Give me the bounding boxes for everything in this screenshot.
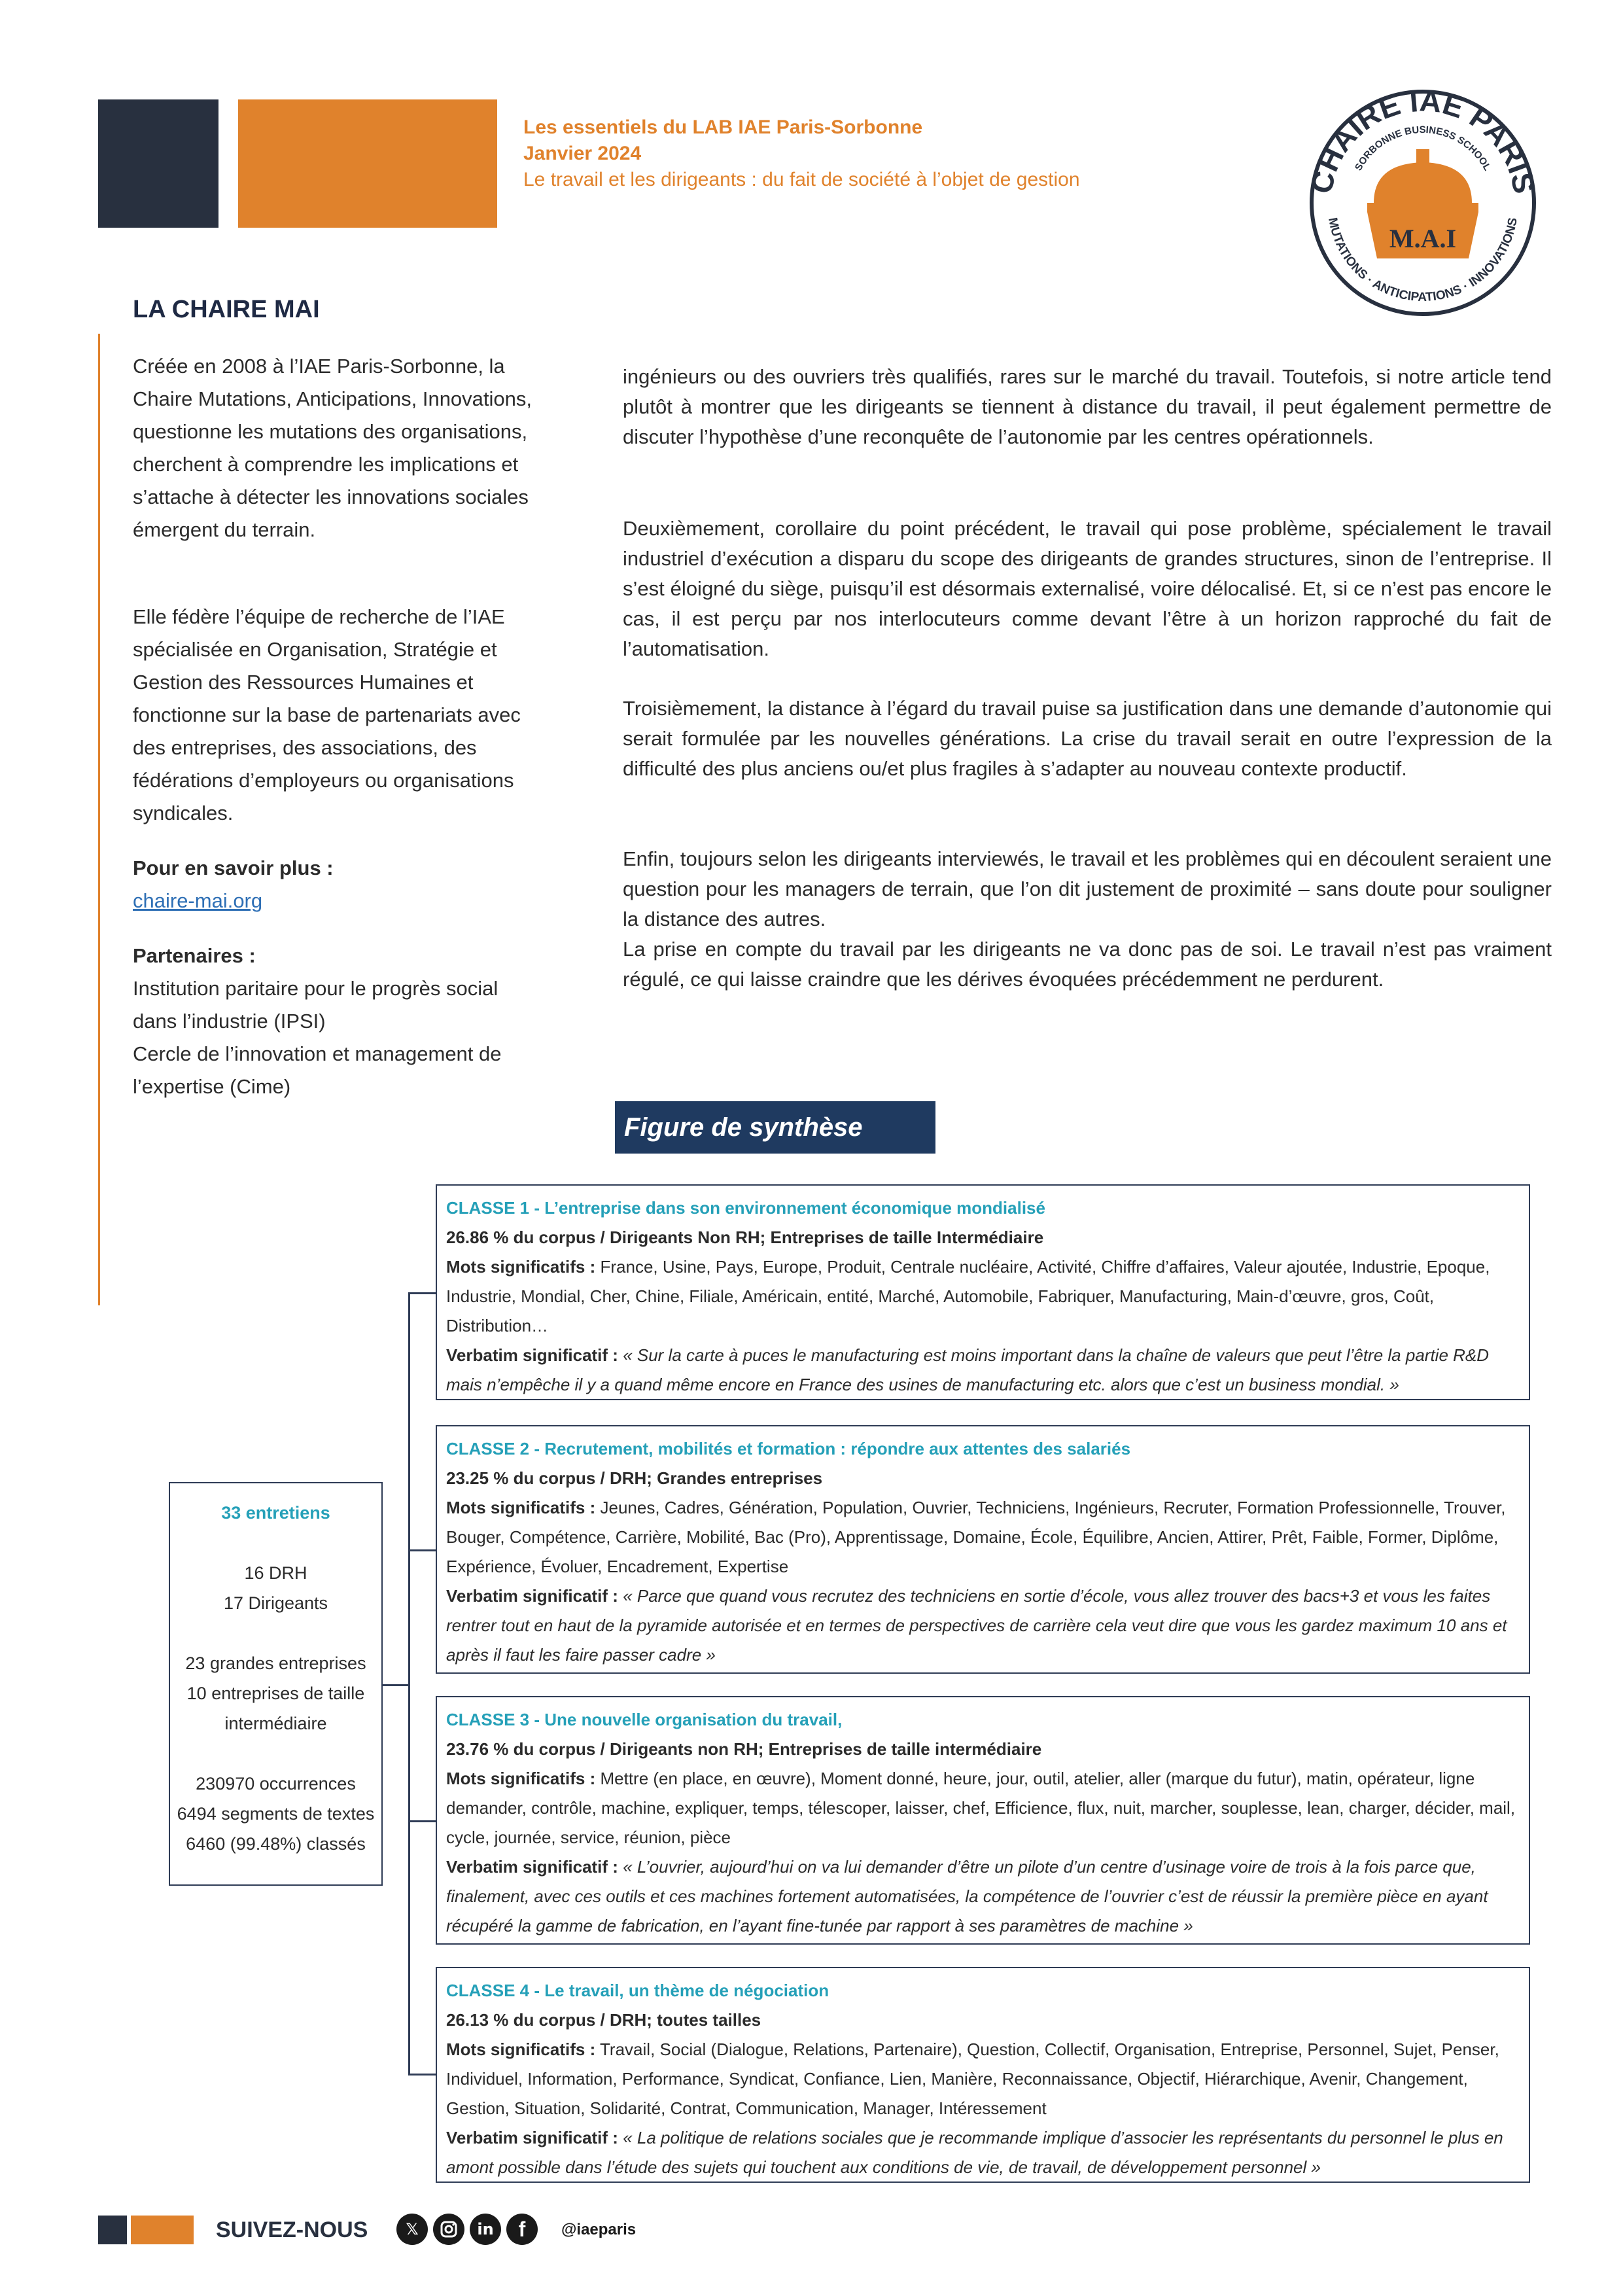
logo-arc-sub: SORBONNE BUSINESS SCHOOL: [1352, 124, 1493, 173]
summary-grandes: 23 grandes entreprises: [185, 1653, 366, 1673]
header-block-orange: [238, 99, 497, 228]
verbatim-label: Verbatim significatif :: [446, 1345, 618, 1365]
class-title: CLASSE 4 - Le travail, un thème de négociation: [446, 1981, 829, 2000]
class-box-4: [436, 1967, 1530, 2183]
class-title: CLASSE 2 - Recrutement, mobilités et formation : répondre aux attentes des salariés: [446, 1439, 1131, 1458]
sidebar-paragraph-2: Elle fédère l’équipe de recherche de l’IAE spécialisée en Organisation, Stratégie et Gestion des Ressources Humaines et fonctionne sur la base de partenariats avec des entreprises, des associations, des fédérations d’employeurs ou organisations syndicales.: [133, 605, 521, 824]
verbatim-text: « Sur la carte à puces le manufacturing est moins important dans la chaîne de valeurs que peut l’être la partie R&D mais n’empêche il y a quand même encore en France des usines de manufacturing etc. alors que c’est un business mondial. »: [446, 1345, 1490, 1394]
summary-title: 33 entretiens: [221, 1503, 330, 1523]
class-share: 23.25 % du corpus / DRH; Grandes entreprises: [446, 1468, 823, 1488]
class-title: CLASSE 1 - L’entreprise dans son environnement économique mondialisé: [446, 1198, 1045, 1218]
class-box-2: [436, 1425, 1530, 1674]
summary-dirigeants: 17 Dirigeants: [223, 1593, 328, 1613]
header-series: Les essentiels du LAB IAE Paris-Sorbonne: [523, 116, 923, 138]
chaire-mai-link[interactable]: chaire-mai.org: [133, 889, 263, 912]
main-paragraph-1: ingénieurs ou des ouvriers très qualifiés, rares sur le marché du travail. Toutefois, si notre article tend plutôt à montrer que les dirigeants se tiennent à distance du travail, il peut également permettre de discuter l’hypothèse d’une reconquête de l’autonomie par les centres opérationnels.: [623, 365, 1552, 448]
class-verbatim: [446, 1852, 1520, 1941]
keywords-label: Mots significatifs :: [446, 1498, 596, 1517]
verbatim-label: Verbatim significatif :: [446, 1586, 618, 1606]
keywords-text: France, Usine, Pays, Europe, Produit, Centrale nucléaire, Activité, Chiffre d’affaires, Valeur ajoutée, Industrie, Epoque, Industrie, Mondial, Cher, Chine, Filiale, Américain, entité, Marché, Automobile, Fabriquer, Manufacturing, Main-d’œuvre, gros, Coût, Distribution…: [446, 1257, 1490, 1335]
keywords-text: Travail, Social (Dialogue, Relations, Partenaire), Question, Collectif, Organisation, Entreprise, Personnel, Sujet, Penser, Individuel, Information, Performance, Syndicat, Confiance, Lien, Manière, Reconnaissance, Objectif, Hiérarchique, Avenir, Changement, Gestion, Situation, Solidarité, Contrat, Communication, Manager, Intéressement: [446, 2040, 1499, 2118]
class-title: CLASSE 3 - Une nouvelle organisation du travail,: [446, 1710, 843, 1729]
logo-arc-top: CHAIRE IAE PARIS: [1304, 83, 1542, 197]
class-box-1: [436, 1184, 1530, 1400]
logo-arc-bottom: MUTATIONS · ANTICIPATIONS · INNOVATIONS: [1325, 216, 1520, 305]
class-verbatim: [446, 1341, 1520, 1400]
verbatim-text: « L’ouvrier, aujourd’hui on va lui demander d’être un pilote d’un centre d’usinage voire de trois à la fois parce que, finalement, avec ces outils et ces machines fortement automatisées, la compétence de l’ouvrier c’est de réussir la première pièce en ayant récupéré la gamme de fabrication, en l’ayant fine-tunée par rapport à ses paramètres de machine »: [446, 1857, 1488, 1935]
main-paragraph-4: Enfin, toujours selon les dirigeants interviewés, le travail et les problèmes qui en découlent seraient une question pour les managers de terrain, que l’on dit justement de proximité – sans doute pour souligner la distance des autres.: [623, 847, 1552, 930]
social-handle: @iaeparis: [561, 2221, 637, 2238]
class-box-3: [436, 1696, 1530, 1945]
sidebar-content: [133, 601, 532, 1103]
facebook-icon[interactable]: f: [506, 2214, 538, 2245]
class-verbatim: [446, 1581, 1520, 1670]
summary-box: [169, 1482, 383, 1886]
sidebar-rule: [98, 334, 100, 1305]
class-keywords: [446, 1252, 1520, 1341]
connector-from-summary: [383, 1684, 409, 1686]
keywords-label: Mots significatifs :: [446, 2040, 596, 2059]
class-share: 26.13 % du corpus / DRH; toutes tailles: [446, 2010, 761, 2030]
verbatim-text: « La politique de relations sociales que je recommande implique d’associer les représentants du personnel le plus en amont possible dans l’étude des sujets qui touchent aux conditions de vie, de travail, de développement personnel »: [446, 2128, 1503, 2177]
footer-block-dark: [98, 2216, 127, 2244]
main-paragraph-2: Deuxièmement, corollaire du point précédent, le travail qui pose problème, spécialement le travail industriel d’exécution a disparu du scope des dirigeants de grandes structures, sinon de l’entreprise. Il s’est éloigné du siège, puisqu’il est désormais externalisé, voire délocalisé. Et, si ce n’est pas encore le cas, il est perçu par nos interlocuteurs comme devant l’être à un horizon rapproché du fait de l’automatisation.: [623, 517, 1552, 660]
header-block-dark: [98, 99, 218, 228]
connector-class-3: [408, 1820, 436, 1822]
chaire-mai-logo: [1302, 72, 1544, 334]
summary-drh: 16 DRH: [244, 1563, 307, 1583]
keywords-label: Mots significatifs :: [446, 1257, 596, 1277]
partners-label: Partenaires :: [133, 944, 256, 967]
class-share: 26.86 % du corpus / Dirigeants Non RH; Entreprises de taille Intermédiaire: [446, 1227, 1044, 1247]
summary-classes: 6460 (99.48%) classés: [186, 1834, 366, 1854]
verbatim-label: Verbatim significatif :: [446, 1857, 618, 1877]
connector-class-2: [408, 1549, 436, 1551]
sidebar-paragraph-1: Créée en 2008 à l’IAE Paris-Sorbonne, la Chaire Mutations, Anticipations, Innovations, questionne les mutations des organisations, cherchent à comprendre les implications et s’attache à détecter les innovations sociales émergent du terrain.: [133, 355, 532, 541]
verbatim-label: Verbatim significatif :: [446, 2128, 618, 2147]
header-date: Janvier 2024: [523, 143, 642, 164]
more-label: Pour en savoir plus :: [133, 857, 334, 879]
follow-us-label: SUIVEZ-NOUS: [216, 2217, 368, 2242]
class-keywords: [446, 1493, 1520, 1581]
partner-cime: Cercle de l’innovation et management de l’expertise (Cime): [133, 1042, 502, 1098]
keywords-label: Mots significatifs :: [446, 1769, 596, 1788]
class-keywords: [446, 1764, 1520, 1852]
keywords-text: Mettre (en place, en œuvre), Moment donné, heure, jour, outil, atelier, aller (marque du futur), matin, opérateur, ligne demander, contrôle, machine, expliquer, temps, télescoper, laisser, chef, Efficience, flux, nuit, marcher, souplesse, lean, charger, décider, mail, cycle, journée, service, réunion, pièce: [446, 1769, 1516, 1847]
connector-class-1: [408, 1292, 436, 1294]
verbatim-text: « Parce que quand vous recrutez des techniciens en sortie d’école, vous allez trouver des bacs+3 et vous les faites rentrer tout en haut de la pyramide autorisée et en termes de perspectives de carrière cela veut dire que vous les gardez maximum 10 ans et après il faut les faire passer cadre »: [446, 1586, 1507, 1665]
summary-occurrences: 230970 occurrences: [196, 1774, 356, 1793]
class-keywords: [446, 2035, 1520, 2123]
connector-vertical: [408, 1292, 410, 2075]
figure-title: Figure de synthèse: [615, 1101, 935, 1154]
logo-center-text: M.A.I: [1389, 224, 1457, 253]
partner-ipsi: Institution paritaire pour le progrès social dans l’industrie (IPSI): [133, 977, 498, 1033]
main-paragraph-3: Troisièmement, la distance à l’égard du travail puise sa justification dans une demande d’autonomie qui serait formulée par les nouvelles générations. La crise du travail serait en outre l’expression de la difficulté des plus anciens ou/et plus fragiles à s’adapter au nouveau contexte productif.: [623, 697, 1552, 780]
footer-block-orange: [131, 2216, 194, 2244]
linkedin-icon[interactable]: in: [470, 2214, 501, 2245]
x-icon[interactable]: 𝕏: [396, 2214, 428, 2245]
sidebar-title: LA CHAIRE MAI: [133, 296, 320, 323]
instagram-icon[interactable]: [433, 2214, 464, 2245]
keywords-text: Jeunes, Cadres, Génération, Population, Ouvrier, Techniciens, Ingénieurs, Recruter, Formation Professionnelle, Trouver, Bouger, Compétence, Carrière, Mobilité, Bac (Pro), Apprentissage, Domaine, École, Équilibre, Ancien, Attirer, Prêt, Faible, Former, Diplôme, Expérience, Évoluer, Encadrement, Expertise: [446, 1498, 1506, 1576]
main-paragraph-5: La prise en compte du travail par les dirigeants ne va donc pas de soi. Le travail n’est pas vraiment régulé, ce qui laisse craindre que les dérives évoquées précédemment ne perdurent.: [623, 938, 1552, 991]
connector-class-4: [408, 2074, 436, 2075]
summary-segments: 6494 segments de textes: [177, 1804, 375, 1824]
summary-eti: 10 entreprises de taille intermédiaire: [186, 1684, 365, 1733]
class-verbatim: [446, 2123, 1520, 2182]
class-share: 23.76 % du corpus / Dirigeants non RH; Entreprises de taille intermédiaire: [446, 1739, 1042, 1759]
header-subtitle: Le travail et les dirigeants : du fait de société à l’objet de gestion: [523, 169, 1080, 190]
